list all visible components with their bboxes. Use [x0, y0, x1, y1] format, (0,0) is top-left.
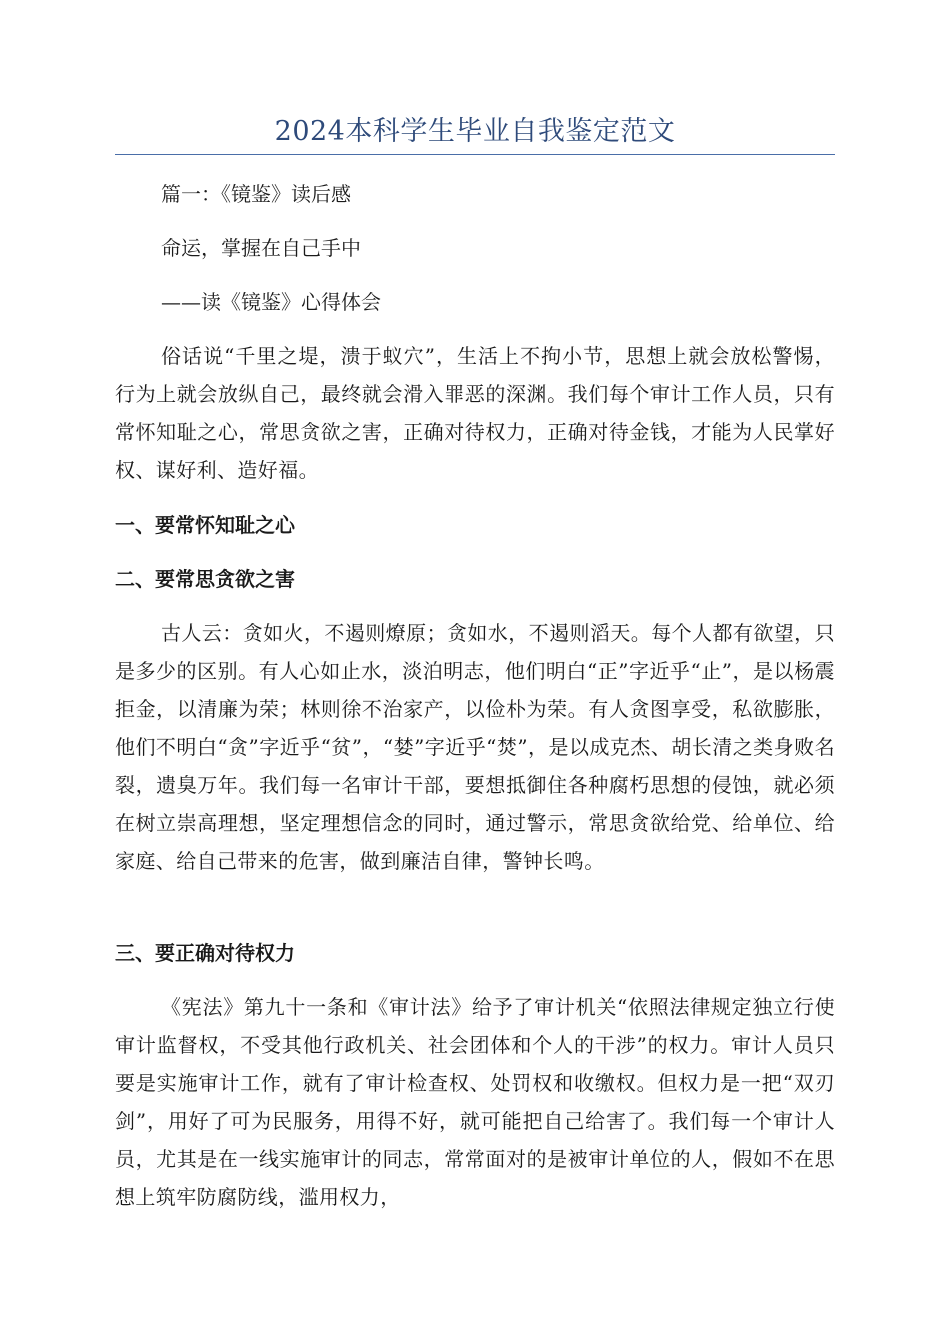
- part-label: 篇一：《镜鉴》读后感: [161, 182, 351, 206]
- section-heading-2: 二、要常思贪欲之害: [115, 567, 295, 591]
- section-heading-3: 三、要正确对待权力: [115, 941, 295, 965]
- section-heading-1: 一、要常怀知耻之心: [115, 513, 295, 537]
- subtitle: 命运，掌握在自己手中: [161, 236, 361, 260]
- intro-paragraph: 俗话说“千里之堤，溃于蚁穴”，生活上不拘小节，思想上就会放松警惕，行为上就会放纵自己，最终就会滑入罪恶的深渊。我们每个审计工作人员，只有常怀知耻之心，常思贪欲之害，正确对待权力，正确对待金钱，才能为人民掌好权、谋好利、造好福。: [115, 344, 835, 482]
- document-title: 2024本科学生毕业自我鉴定范文: [274, 116, 676, 147]
- section-2-paragraph: 古人云：贪如火，不遏则燎原；贪如水，不遏则滔天。每个人都有欲望，只是多少的区别。有人心如止水，淡泊明志，他们明白“正”字近乎“止”，是以杨震拒金，以清廉为荣；林则徐不治家产，以俭朴为荣。有人贪图享受，私欲膨胀，他们不明白“贪”字近乎“贫”，“婪”字近乎“焚”，是以成克杰、胡长清之类身败名裂，遗臭万年。我们每一名审计干部，要想抵御住各种腐朽思想的侵蚀，就必须在树立崇高理想，坚定理想信念的同时，通过警示，常思贪欲给党、给单位、给家庭、给自己带来的危害，做到廉洁自律，警钟长鸣。: [115, 621, 835, 873]
- title-underline: [115, 154, 835, 155]
- subtitle-note: ——读《镜鉴》心得体会: [161, 290, 381, 314]
- section-3-paragraph: 《宪法》第九十一条和《审计法》给予了审计机关“依照法律规定独立行使审计监督权，不受其他行政机关、社会团体和个人的干涉”的权力。审计人员只要是实施审计工作，就有了审计检查权、处罚权和收缴权。但权力是一把“双刃剑”，用好了可为民服务，用得不好，就可能把自己给害了。我们每一个审计人员，尤其是在一线实施审计的同志，常常面对的是被审计单位的人，假如不在思想上筑牢防腐防线，滥用权力，: [115, 995, 835, 1209]
- document-page: [115, 0, 835, 1344]
